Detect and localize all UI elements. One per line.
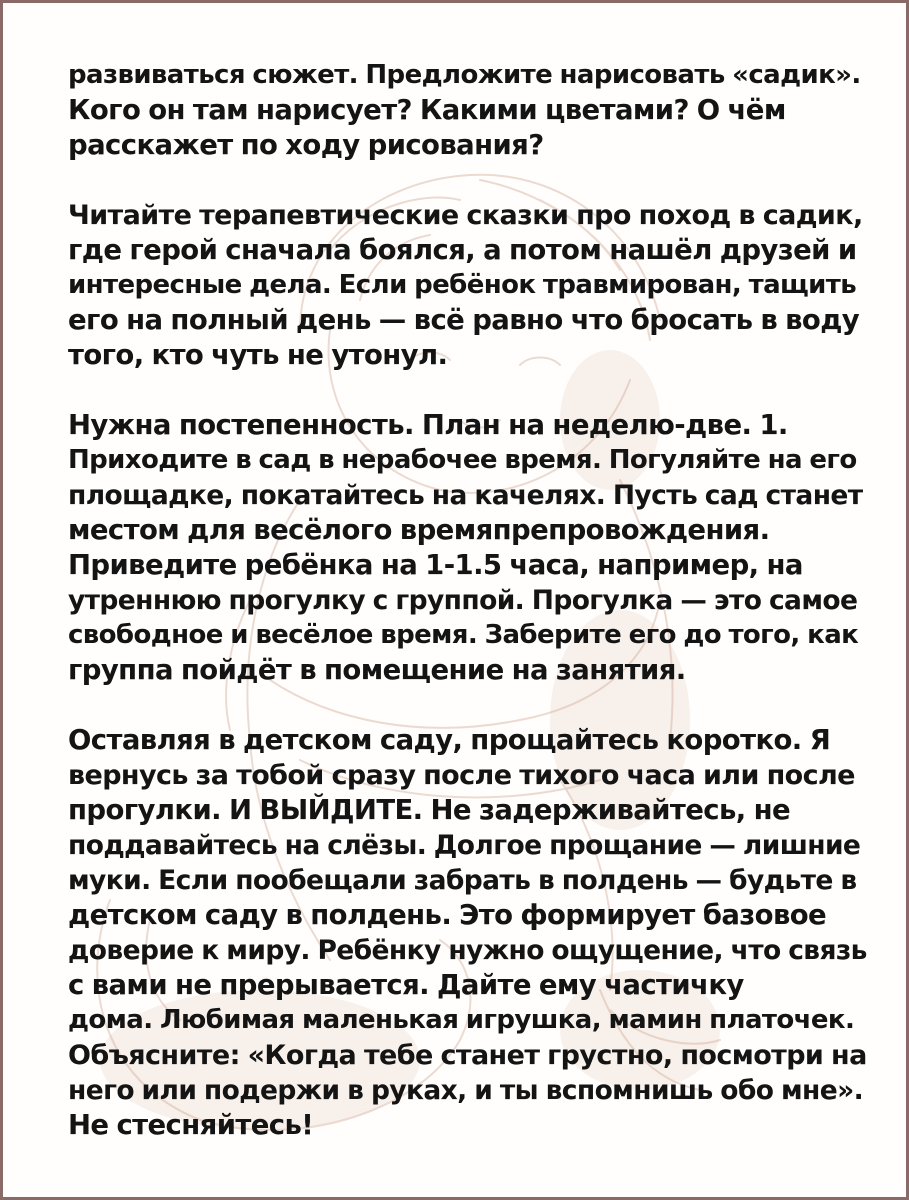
text-line: с вами не прерывается. Дайте ему частичку — [68, 969, 744, 1001]
text-line: Объясните: «Когда тебе станет грустно, посмотри на — [68, 1040, 867, 1071]
paragraph-1 — [68, 58, 868, 163]
text-line: его на полный день — всё равно что бросать в воду — [68, 304, 860, 336]
text-line: где герой сначала боялся, а потом нашёл друзей и — [68, 234, 857, 266]
paragraph-2 — [68, 198, 868, 373]
text-line: Нужна постепенность. План на неделю-две. 1. — [68, 409, 788, 441]
text-line: интересные дела. Если ребёнок травмирован, тащить — [68, 270, 857, 300]
text-line: Оставляя в детском саду, прощайтесь коротко. Я — [68, 724, 831, 756]
text-line: группа пойдёт в помещение на занятия. — [68, 654, 686, 686]
text-line: дома. Любимая маленькая игрушка, мамин платочек. — [68, 1005, 855, 1035]
text-line: расскажет по ходу рисования? — [68, 129, 544, 161]
text-line: вернусь за тобой сразу после тихого часа или после — [68, 760, 855, 791]
text-line: Кого он там нарисует? Какими цветами? О чём — [68, 94, 786, 126]
text-line: Не стесняйтесь! — [68, 1109, 314, 1141]
text-line: того, кто чуть не утонул. — [68, 339, 448, 371]
text-line: доверие к миру. Ребёнку нужно ощущение, что связь — [68, 935, 867, 966]
text-line: поддавайтесь на слёзы. Долгое прощание — лишние — [68, 830, 861, 861]
text-line: местом для весёлого времяпрепровождения. — [68, 514, 770, 546]
text-line: Читайте терапевтические сказки про поход в садик, — [68, 200, 863, 231]
text-line: прогулки. И ВЫЙДИТЕ. Не задерживайтесь, не — [68, 794, 791, 826]
text-line: детском саду в полдень. Это формирует базовое — [68, 899, 827, 931]
text-line: утреннюю прогулку с группой. Прогулка — это самое — [68, 585, 858, 616]
text-line: площадке, покатайтесь на качелях. Пусть сад станет — [68, 480, 863, 511]
text-line: муки. Если пообещали забрать в полдень — будьте в — [68, 865, 857, 896]
text-line: Приведите ребёнка на 1-1.5 часа, например, на — [68, 549, 803, 581]
text-line: развиваться сюжет. Предложите нарисовать «садик». — [68, 60, 861, 90]
article-text — [68, 58, 868, 1143]
paragraph-3 — [68, 408, 868, 688]
text-line: свободное и весёлое время. Заберите его до того, как — [68, 620, 859, 650]
text-line: Приходите в сад в нерабочее время. Погуляйте на его — [68, 445, 857, 475]
paragraph-4 — [68, 723, 868, 1143]
text-line: него или подержи в руках, и ты вспомнишь обо мне». — [68, 1075, 864, 1106]
